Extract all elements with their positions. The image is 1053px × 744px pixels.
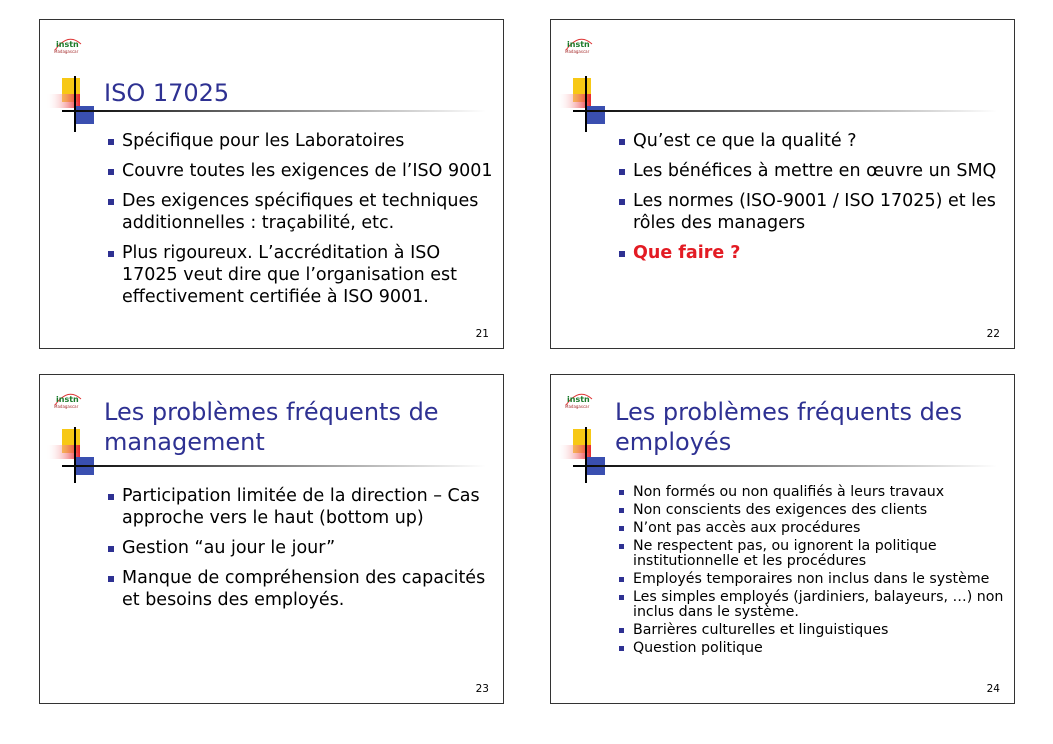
instn-logo-icon	[561, 385, 597, 411]
slide-title: Les problèmes fréquents de management	[104, 398, 439, 456]
instn-logo-icon	[50, 385, 86, 411]
list-item: Participation limitée de la direction – Cas approche vers le haut (bottom up)	[108, 485, 494, 529]
list-item: Non conscients des exigences des clients	[619, 503, 1005, 518]
slide-title: ISO 17025	[104, 79, 230, 107]
svg-text:Madagascar: Madagascar	[565, 49, 590, 54]
bullet-list	[108, 485, 494, 619]
slide-21	[39, 19, 504, 349]
list-item: Spécifique pour les Laboratoires	[108, 130, 494, 152]
slide-24	[550, 374, 1015, 704]
bullet-list	[619, 485, 1005, 659]
list-item: Les normes (ISO-9001 / ISO 17025) et les rôles des managers	[619, 190, 1005, 234]
list-item: Gestion “au jour le jour”	[108, 537, 494, 559]
svg-text:instn: instn	[56, 395, 79, 404]
list-item: Employés temporaires non inclus dans le système	[619, 572, 1005, 587]
list-item: Ne respectent pas, ou ignorent la politique institutionnelle et les procédures	[619, 539, 1005, 569]
list-item: Les bénéfices à mettre en œuvre un SMQ	[619, 160, 1005, 182]
svg-text:Madagascar: Madagascar	[565, 404, 590, 409]
list-item: Manque de compréhension des capacités et besoins des employés.	[108, 567, 494, 611]
list-item: Les simples employés (jardiniers, balayeurs, …) non inclus dans le système.	[619, 590, 1005, 620]
title-decoration-icon	[557, 76, 997, 132]
svg-text:instn: instn	[56, 40, 79, 49]
page-number: 24	[986, 683, 1000, 695]
instn-logo-icon	[561, 30, 597, 56]
list-item: Barrières culturelles et linguistiques	[619, 623, 1005, 638]
page-number: 21	[475, 328, 489, 340]
slide-23	[39, 374, 504, 704]
list-item: Question politique	[619, 641, 1005, 656]
instn-logo-icon	[50, 30, 86, 56]
svg-text:instn: instn	[567, 395, 590, 404]
list-item: Qu’est ce que la qualité ?	[619, 130, 1005, 152]
list-item: Des exigences spécifiques et techniques additionnelles : traçabilité, etc.	[108, 190, 494, 234]
bullet-list	[619, 130, 1005, 272]
svg-text:Madagascar: Madagascar	[54, 49, 79, 54]
list-item: Non formés ou non qualifiés à leurs travaux	[619, 485, 1005, 500]
list-item: Couvre toutes les exigences de l’ISO 9001	[108, 160, 494, 182]
list-item-highlight: Que faire ?	[619, 242, 1005, 264]
page-number: 23	[475, 683, 489, 695]
slide-title: Les problèmes fréquents des employés	[615, 398, 963, 456]
list-item: N’ont pas accès aux procédures	[619, 521, 1005, 536]
svg-text:Madagascar: Madagascar	[54, 404, 79, 409]
page-number: 22	[986, 328, 1000, 340]
slide-22	[550, 19, 1015, 349]
bullet-list	[108, 130, 494, 316]
list-item: Plus rigoureux. L’accréditation à ISO 17025 veut dire que l’organisation est effectivement certifiée à ISO 9001.	[108, 242, 494, 308]
svg-text:instn: instn	[567, 40, 590, 49]
